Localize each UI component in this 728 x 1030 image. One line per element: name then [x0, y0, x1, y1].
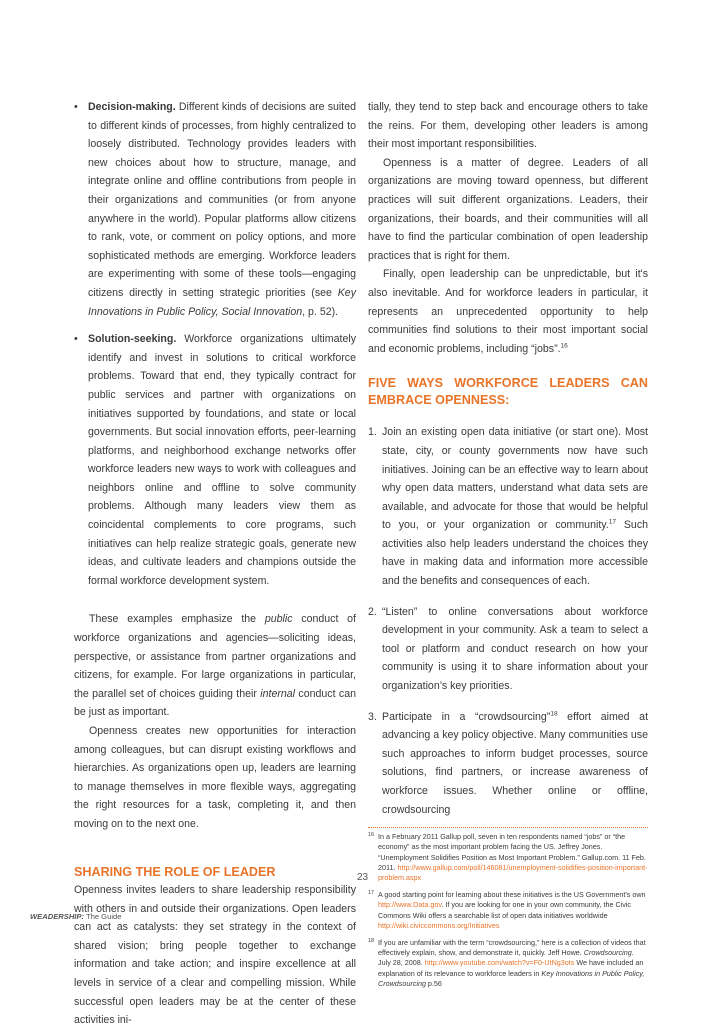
- footnote: 16 In a February 2011 Gallup poll, seven in ten respondents named “jobs” or “the economy” as the most important problem facing the US. Jeffrey Jones. “Unemployment Solidifies Position as Most Important Problem.” Gallup.com. 11 Feb. 2011. http://www.gallup.com/poll/146081/unemployment-solidifies-position-important-problem.aspx: [368, 832, 648, 882]
- page-number: 23: [357, 872, 369, 883]
- bullet-label: Decision-making.: [88, 101, 176, 113]
- left-column: [74, 98, 356, 1030]
- footnote-link[interactable]: http://www.youtube.com/watch?v=F0-UtNg3ots: [424, 958, 575, 968]
- footer-brand: WEADERSHIP:: [30, 912, 85, 921]
- footnote-divider: [368, 827, 648, 828]
- list-item: 3. Participate in a “crowdsourcing”$^{18}$ effort aimed at advancing a key policy objective. Many communities use such approaches to inform budget processes, source solutions, find partners, or increase awareness of workforce issues. Whether online or offline, crowdsourcing: [368, 710, 649, 816]
- bullet-label: Solution-seeking.: [88, 333, 177, 346]
- footer: [30, 912, 121, 921]
- section-heading: SHARING THE ROLE OF LEADER: [74, 864, 276, 879]
- paragraph: Openness creates new opportunities for interaction among colleagues, but can disrupt existing workflows and hierarchies. As organizations open up, leaders are learning to manage themselves in more flexible ways, aggregating the right resources for a task, completing it, and then moving on to the next one.: [74, 725, 356, 830]
- paragraph: Finally, open leadership can be unpredictable, but it's also inevitable. And for workforce leaders in particular, it represents an unprecedented opportunity to help communities find solutions to their most important social and economic problems, including “jobs”.$^{16}$: [368, 268, 648, 355]
- bullet-decision-making: • Decision-making. Different kinds of decisions are suited to different kinds of processes, from highly centralized to loosely distributed. Technology provides leaders with new choices about how to structure, manage, and integrate online and offline contributions from people in their organizations and communities (or from anyone anywhere in the world). Popular platforms allow citizens to rank, vote, or comment on policy options, and more sophisticated methods are emerging. Workforce leaders are experimenting with some of these tools—engaging citizens directly in setting strategic priorities (see Key Innovations in Public Policy, Social Innovation, p. 52).: [74, 98, 356, 321]
- footnote-link[interactable]: http://wiki.civiccommons.org/Initiatives: [378, 920, 500, 930]
- list-item: 1. Join an existing open data initiative (or start one). Most state, city, or county governments now have such initiatives. Joining can be an effective way to learn about why open data matters, understand what data sets are available, and advocate for those that would be helpful to you, or your organization or community.$^{17}$ Such activities also help leaders understand the choices they have in making data and information more accessible and the benefits and consequences of each.: [368, 426, 649, 588]
- footnote: 17 A good starting point for learning about these initiatives is the US Government’s own http://www.Data.gov. If you are looking for one in your own community, the Civic Commons Wiki offers a searchable list of open data initiatives worldwide http://wiki.civiccommons.org/Initiatives: [368, 890, 646, 930]
- paragraph: Openness is a matter of degree. Leaders of all organizations are moving toward openness, but different practices will suit different organizations. Leaders, their organizations, their boards, and their communities will all have to find the particular combination of open leadership practices that is right for them.: [368, 156, 648, 262]
- list-item: 2. “Listen” to online conversations about workforce development in your community. Ask a team to select a tool or platform and conduct research on how your community is using it to share information about your organization’s key priorities.: [368, 605, 648, 693]
- paragraph: These examples emphasize the public conduct of workforce organizations and agencies—soliciting ideas, perspective, or assistance from partner organizations and citizens, for example. For large organizations in particular, the parallel set of choices guiding their internal conduct can be just as important.: [74, 613, 356, 719]
- bullet-solution-seeking: • Solution-seeking. Workforce organizations ultimately identify and invest in solutions to critical workforce problems. Toward that end, they typically contract for public services and partner with organizations on initiatives supported by foundations, and state or local governments. But social innovation efforts, peer-learning platforms, and neighborhood exchange networks offer workforce leaders new ways to work with colleagues and neighbors online and offline to solve community problems. Although many leaders view them as coincidental complements to core programs, such initiatives can help realize strategic goals, generate new ideas, and cultivate leaders and champions outside the formal workforce development system.: [74, 330, 356, 590]
- footnote-link[interactable]: http://www.Data.gov: [378, 900, 442, 910]
- footer-subtitle: The Guide: [84, 912, 122, 921]
- bullet-icon: •: [74, 101, 78, 113]
- paragraph: tially, they tend to step back and encourage others to take the reins. For them, developing other leaders is among their most important responsibilities.: [368, 101, 648, 151]
- section-heading: FIVE WAYS WORKFORCE LEADERS CAN EMBRACE OPENNESS:: [368, 376, 648, 407]
- bullet-icon: •: [74, 333, 78, 346]
- footnote: 18 If you are unfamiliar with the term “crowdsourcing,” here is a collection of videos that effectively explain, show, and demonstrate it, quickly. Jeff Howe. Crowdsourcing. July 28, 2008. http://www.youtube.com/watch?v=F0-UtNg3ots We have included an explanation of its relevance to workforce leaders in Key Innovations in Public Policy, Crowdsourcing p.56: [368, 938, 646, 988]
- footnote-link[interactable]: http://www.gallup.com/poll/146081/unemployment-solidifies-position-important-problem.aspx: [378, 862, 648, 882]
- right-column: [368, 98, 648, 989]
- paragraph: Openness invites leaders to share leadership responsibility with others in and outside their organizations. Open leaders can act as catalysts: they set strategy in the context of shared vision; bring people together to exchange information and take action; and inspire excellence at all levels in service of a clear and compelling mission. While successful open leaders may be at the center of these activities ini-: [74, 884, 356, 1027]
